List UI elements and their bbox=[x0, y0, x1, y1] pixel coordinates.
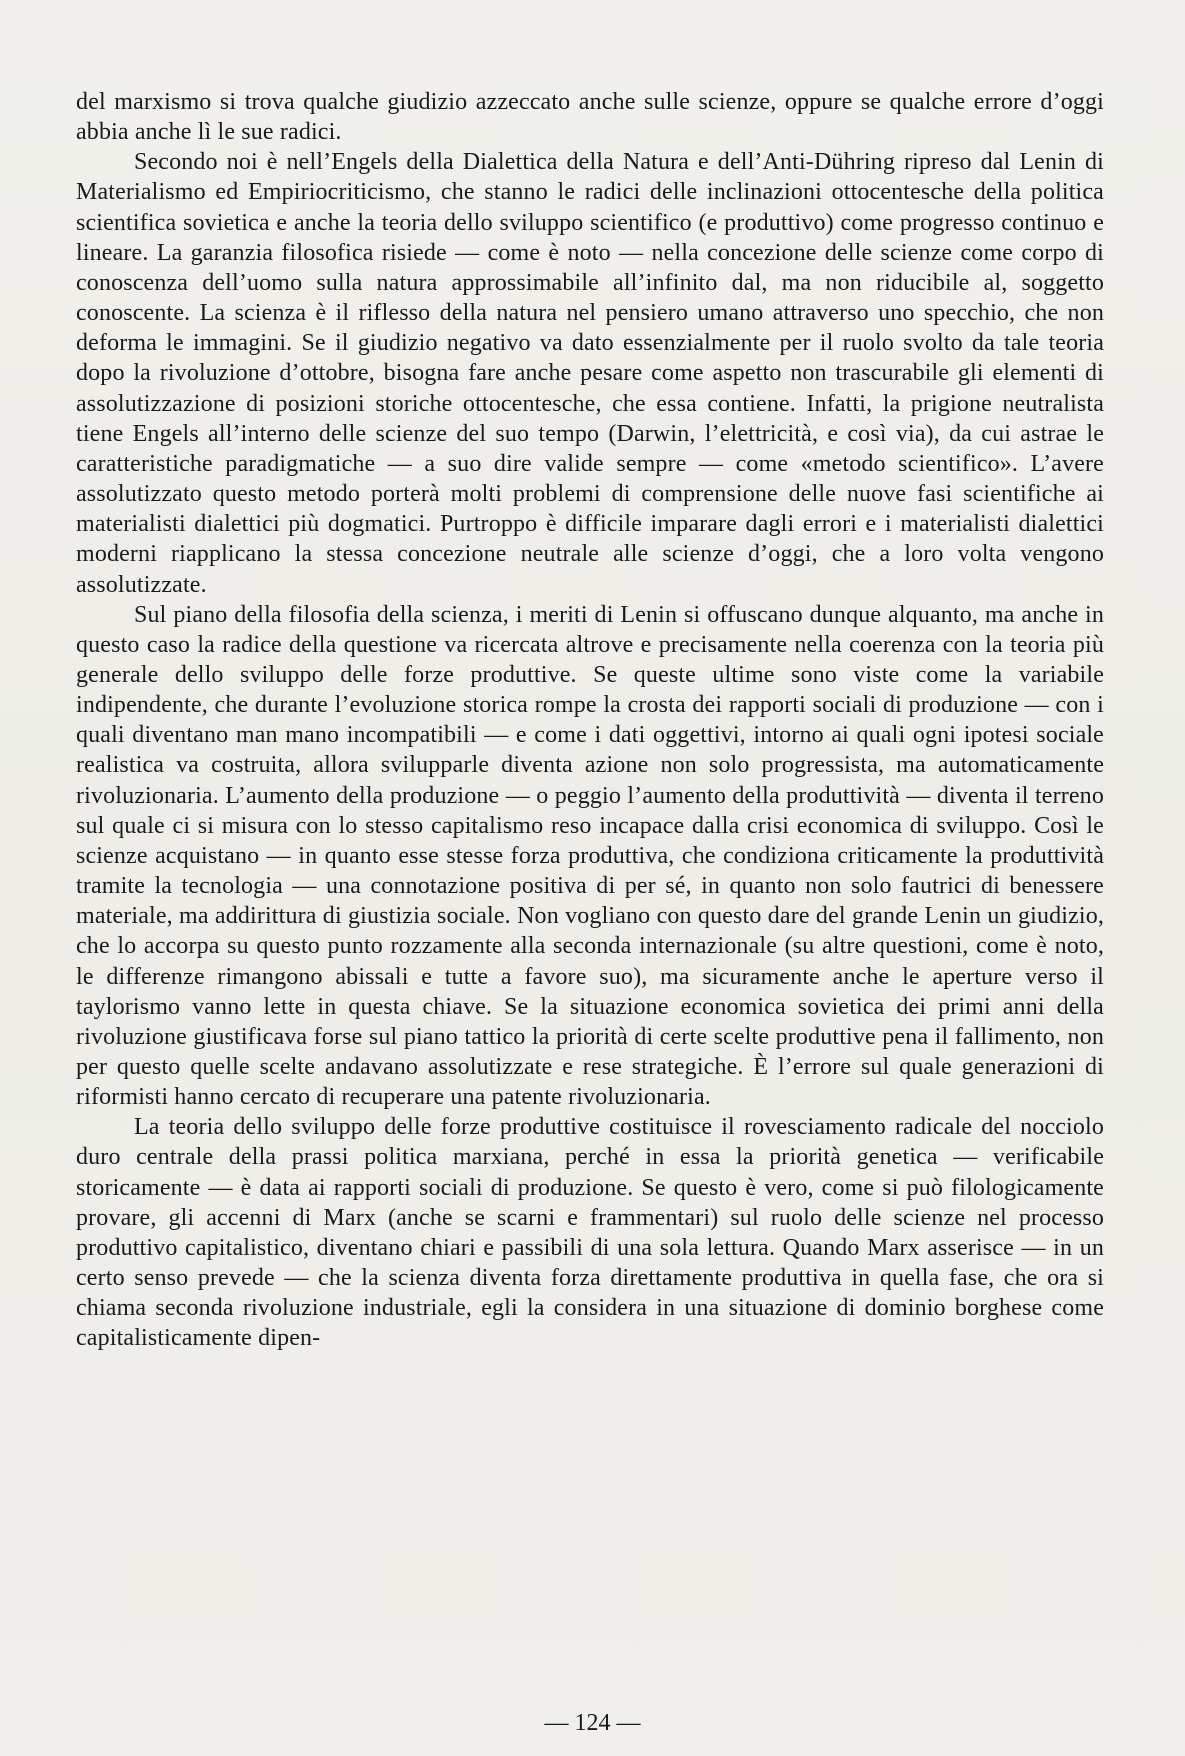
paragraph-4: La teoria dello sviluppo delle forze produttive costituisce il rovesciamento radicale del nocciolo duro centrale della prassi politica marxiana, perché in essa la priorità genetica — verificabile storicamente — è data ai rapporti sociali di produzione. Se questo è vero, come si può filologicamente provare, gli accenni di Marx (anche se scarni e frammentari) sul ruolo delle scienze nel processo produttivo capitalistico, diventano chiari e passibili di una sola lettura. Quando Marx asserisce — in un certo senso prevede — che la scienza diventa forza direttamente produttiva in quella fase, che ora si chiama seconda rivoluzione industriale, egli la considera in una situazione di dominio borghese come capitalisticamente dipen- bbox=[76, 1114, 1104, 1352]
paragraph-2: Secondo noi è nell’Engels della Dialettica della Natura e dell’Anti-Dühring ripreso dal Lenin di Materialismo ed Empiriocriticismo, che stanno le radici delle inclinazioni ottocentesche della politica scientifica sovietica e anche la teoria dello sviluppo scientifico (e produttivo) come progresso continuo e lineare. La garanzia filosofica risiede — come è noto — nella concezione delle scienze come corpo di conoscenza dell’uomo sulla natura approssimabile all’infinito dal, ma non riducibile al, soggetto conoscente. La scienza è il riflesso della natura nel pensiero umano attraverso uno specchio, che non deforma le immagini. Se il giudizio negativo va dato essenzialmente per il ruolo svolto da tale teoria dopo la rivoluzione d’ottobre, bisogna fare anche pesare come aspetto non trascurabile gli elementi di assolutizzazione di posizioni storiche ottocentesche, che essa contiene. Infatti, la prigione neutralista tiene Engels all’interno delle scienze del suo tempo (Darwin, l’elettricità, e così via), da cui astrae le caratteristiche paradigmatiche — a suo dire valide sempre — come «metodo scientifico». L’avere assolutizzato questo metodo porterà molti problemi di comprensione delle nuove fasi scientifiche ai materialisti dialettici più dogmatici. Purtroppo è difficile imparare dagli errori e i materialisti dialettici moderni riapplicano la stessa concezione neutrale alle scienze d’oggi, che a loro volta vengono assolutizzate. bbox=[76, 149, 1104, 598]
paragraph-3: Sul piano della filosofia della scienza, i meriti di Lenin si offuscano dunque alquanto, ma anche in questo caso la radice della questione va ricercata altrove e precisamente nella coerenza con la teoria più generale dello sviluppo delle forze produttive. Se queste ultime sono viste come la variabile indipendente, che durante l’evoluzione storica rompe la crosta dei rapporti sociali di produzione — con i quali diventano man mano incompatibili — e come i dati oggettivi, intorno ai quali ogni ipotesi sociale realistica va costruita, allora svilupparle diventa azione non solo progressista, ma automaticamente rivoluzionaria. L’aumento della produzione — o peggio l’aumento della produttività — diventa il terreno sul quale ci si misura con lo stesso capitalismo reso incapace dalla crisi economica di sviluppo. Così le scienze acquistano — in quanto esse stesse forza produttiva, che condiziona criticamente la produttività tramite la tecnologia — una connotazione positiva di per sé, in quanto non solo fautrici di benessere materiale, ma addirittura di giustizia sociale. Non vogliano con questo dare del grande Lenin un giudizio, che lo accorpa su questo punto rozzamente alla seconda internazionale (su altre questioni, come è noto, le differenze rimangono abissali e tutte a favore suo), ma sicuramente anche le aperture verso il taylorismo vanno lette in questa chiave. Se la situazione economica sovietica dei primi anni della rivoluzione giustificava forse sul piano tattico la priorità di certe scelte produttive pena il fallimento, non per questo quelle scelte andavano assolutizzate e rese strategiche. È l’errore sul quale generazioni di riformisti hanno cercato di recuperare una patente rivoluzionaria. bbox=[76, 601, 1104, 1111]
page-number: — 124 — bbox=[544, 1710, 641, 1736]
paragraph-1: del marxismo si trova qualche giudizio azzeccato anche sulle scienze, oppure se qualche errore d’oggi abbia anche lì le sue radici. bbox=[76, 89, 1104, 146]
body-text bbox=[76, 87, 1104, 1354]
